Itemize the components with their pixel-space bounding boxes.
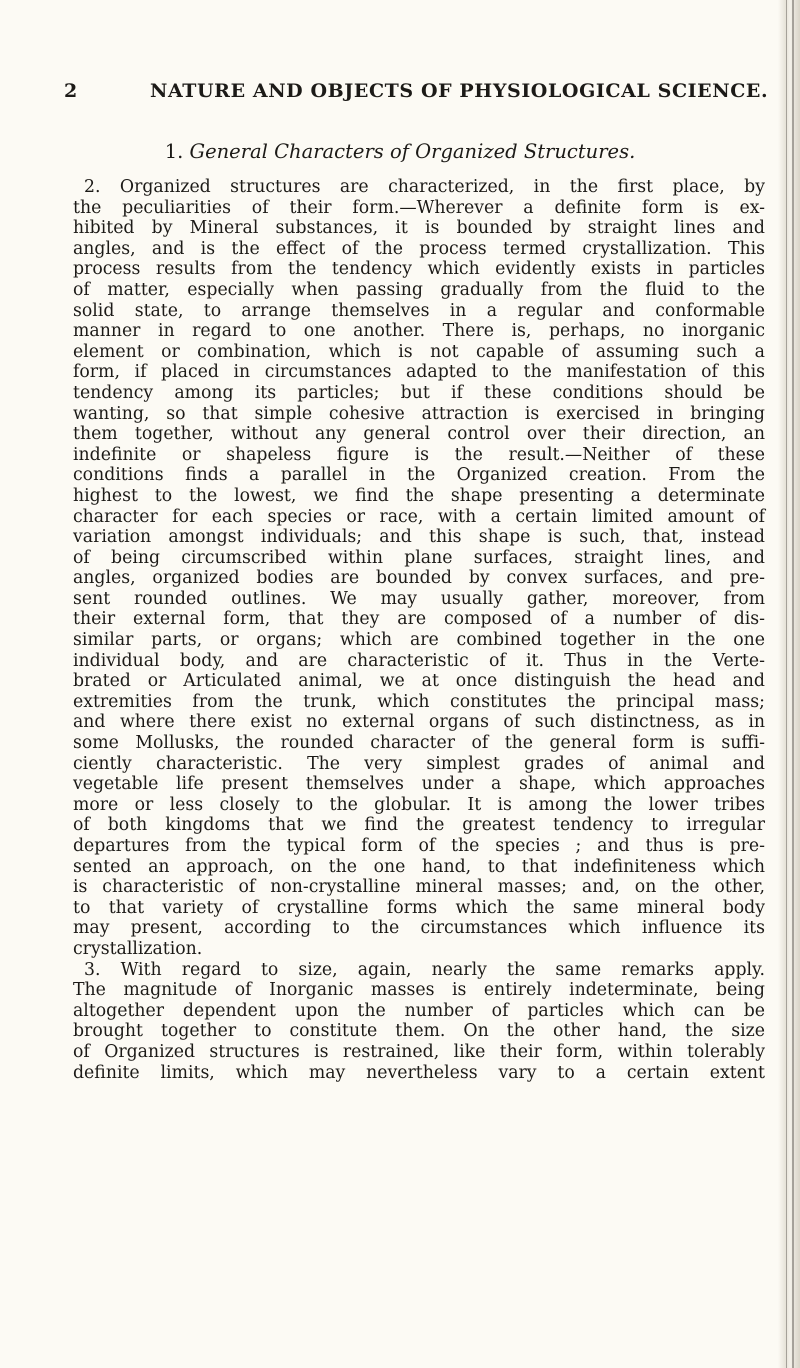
- text-line: crystallization.: [73, 938, 203, 959]
- body-text: [73, 167, 765, 1083]
- text-line: indefinite or shapeless figure is the result.—Neither of these: [73, 444, 765, 465]
- running-title: NATURE AND OBJECTS OF PHYSIOLOGICAL SCIENCE.: [150, 80, 769, 102]
- text-line: is characteristic of non-crystalline mineral masses; and, on the other,: [73, 877, 765, 898]
- text-line: similar parts, or organs; which are combined together in the one: [73, 630, 765, 651]
- text-line: hibited by Mineral substances, it is bounded by straight lines and: [73, 218, 765, 239]
- text-line: 2. Organized structures are characterized, in the first place, by: [84, 177, 765, 197]
- text-line: may present, according to the circumstances which influence its: [73, 918, 765, 939]
- text-line: altogether dependent upon the number of particles which can be: [73, 1000, 765, 1021]
- text-line: character for each species or race, with a certain limited amount of: [73, 506, 765, 527]
- text-line: manner in regard to one another. There is, perhaps, no inorganic: [73, 321, 765, 342]
- text-line: their external form, that they are composed of a number of dis-: [73, 609, 765, 630]
- text-line: vegetable life present themselves under a shape, which approaches: [73, 774, 765, 795]
- text-line: angles, and is the effect of the process termed crystallization. This: [73, 238, 765, 259]
- text-line: sented an approach, on the one hand, to that indefiniteness which: [73, 856, 765, 877]
- page-number: 2: [64, 80, 78, 102]
- section-title: General Characters of Organized Structures.: [189, 140, 636, 163]
- text-line: definite limits, which may nevertheless vary to a certain extent: [73, 1062, 765, 1083]
- text-line: sent rounded outlines. We may usually gather, moreover, from: [73, 588, 765, 609]
- text-line: more or less closely to the globular. It is among the lower tribes: [73, 794, 765, 815]
- text-line: some Mollusks, the rounded character of the general form is suffi-: [73, 733, 765, 754]
- text-line: departures from the typical form of the species ; and thus is pre-: [73, 836, 765, 856]
- running-header: [64, 80, 769, 110]
- text-line: individual body, and are characteristic of it. Thus in the Verte-: [73, 650, 765, 671]
- text-line: solid state, to arrange themselves in a regular and conformable: [73, 300, 765, 321]
- text-line: form, if placed in circumstances adapted to the manifestation of this: [73, 362, 765, 383]
- text-line: them together, without any general control over their direction, an: [73, 424, 765, 445]
- text-line: The magnitude of Inorganic masses is entirely indeterminate, being: [73, 980, 765, 1001]
- text-line: brated or Articulated animal, we at once distinguish the head and: [73, 671, 765, 692]
- text-line: the peculiarities of their form.—Wherever a definite form is ex-: [73, 197, 765, 218]
- text-line: process results from the tendency which evidently exists in particles: [73, 259, 765, 280]
- text-line: of both kingdoms that we find the greatest tendency to irregular: [73, 815, 765, 836]
- section-heading: [0, 140, 800, 163]
- text-line: to that variety of crystalline forms which the same mineral body: [73, 897, 765, 918]
- text-line: conditions finds a parallel in the Organized creation. From the: [73, 465, 765, 486]
- text-line: of matter, especially when passing gradually from the fluid to the: [73, 279, 765, 300]
- text-line: of Organized structures is restrained, like their form, within tolerably: [73, 1041, 765, 1062]
- text-line: brought together to constitute them. On the other hand, the size: [73, 1021, 765, 1042]
- book-page-edge: [778, 0, 800, 1368]
- text-line: variation amongst individuals; and this shape is such, that, instead: [73, 527, 765, 548]
- text-line: angles, organized bodies are bounded by convex surfaces, and pre-: [73, 568, 765, 589]
- text-line: extremities from the trunk, which constitutes the principal mass;: [73, 691, 765, 712]
- text-line: and where there exist no external organs of such distinctness, as in: [73, 712, 765, 733]
- text-line: element or combination, which is not capable of assuming such a: [73, 341, 765, 362]
- section-number: 1.: [164, 140, 184, 163]
- text-line: 3. With regard to size, again, nearly the same remarks apply.: [84, 959, 765, 980]
- text-line: of being circumscribed within plane surfaces, straight lines, and: [73, 547, 765, 568]
- text-line: wanting, so that simple cohesive attraction is exercised in bringing: [73, 403, 765, 424]
- text-line: tendency among its particles; but if these conditions should be: [73, 382, 765, 403]
- text-line: highest to the lowest, we find the shape presenting a determinate: [73, 485, 765, 506]
- text-line: ciently characteristic. The very simplest grades of animal and: [73, 753, 765, 774]
